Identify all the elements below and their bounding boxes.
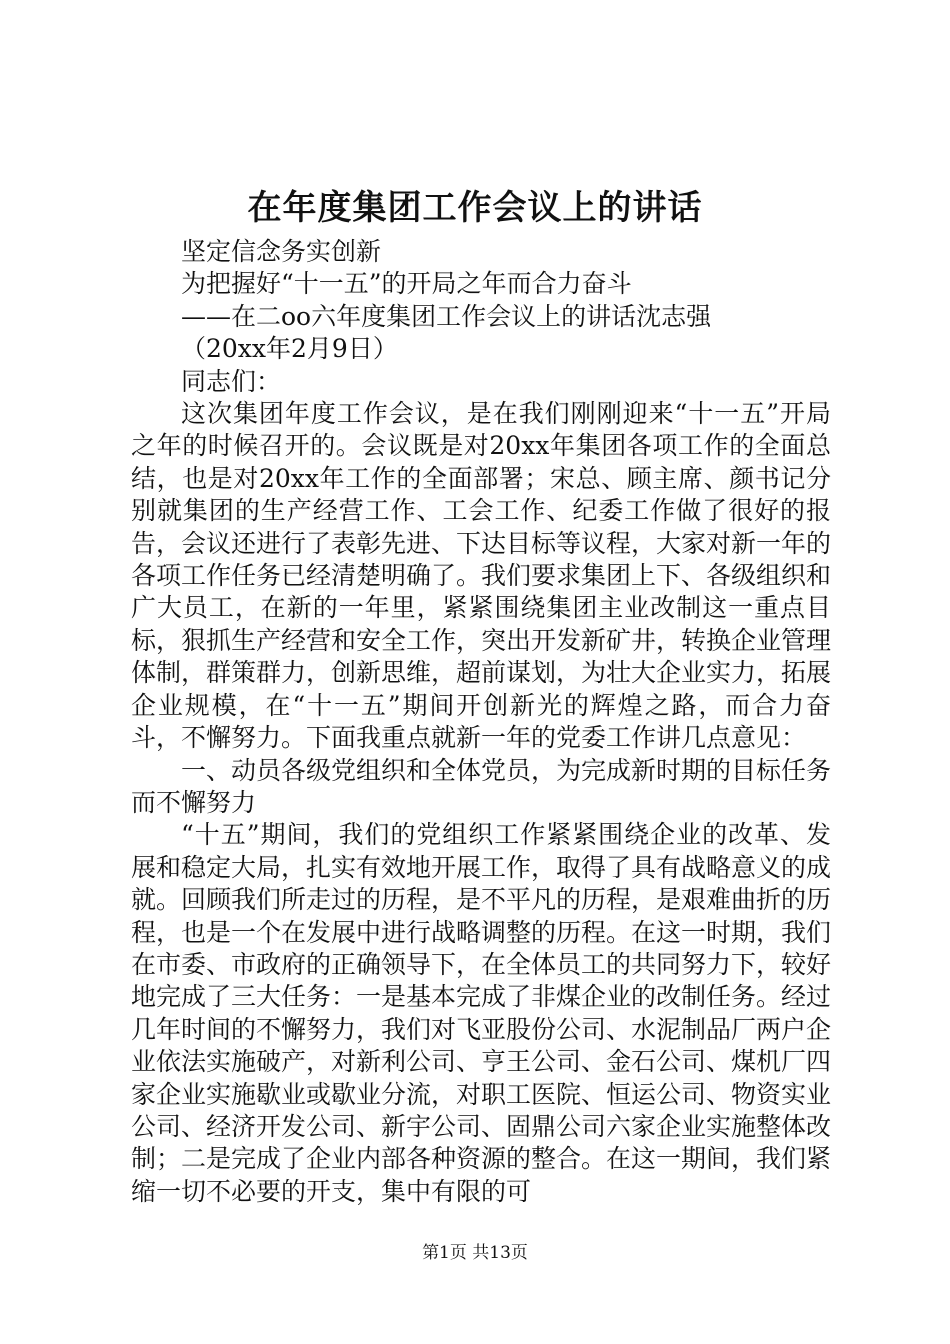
section-heading: 一、动员各级党组织和全体党员，为完成新时期的目标任务而不懈努力 [131,755,832,817]
page-footer: 第1页 共13页 [422,1243,528,1263]
document-body [131,236,831,1208]
speaker-line: ——在二oo六年度集团工作会议上的讲话沈志强 [181,301,712,331]
date-line: （20xx年2月9日） [181,334,398,364]
document-title: 在年度集团工作会议上的讲话 [247,188,703,228]
body-paragraph: 这次集团年度工作会议，是在我们刚刚迎来“十一五”开局之年的时候召开的。会议既是对20xx年集团各项工作的全面总结，也是对20xx年工作的全面部署；宋总、顾主席、颜书记分别就集团的生产经营工作、工会工作、纪委工作做了很好的报告，会议还进行了表彰先进、下达目标等议程，大家对新一年的各项工作任务已经清楚明确了。我们要求集团上下、各级组织和广大员工，在新的一年里，紧紧围绕集团主业改制这一重点目标，狠抓生产经营和安全工作，突出开发新矿井，转换企业管理体制，群策群力，创新思维，超前谋划，为壮大企业实力，拓展企业规模，在“十一五”期间开创新光的辉煌之路，而合力奋斗，不懈努力。下面我重点就新一年的党委工作讲几点意见： [131,399,832,753]
body-paragraph: “十五”期间，我们的党组织工作紧紧围绕企业的改革、发展和稳定大局，扎实有效地开展工作，取得了具有战略意义的成就。回顾我们所走过的历程，是不平凡的历程，是艰难曲折的历程，也是一个在发展中进行战略调整的历程。在这一时期，我们在市委、市政府的正确领导下，在全体员工的共同努力下，较好地完成了三大任务：一是基本完成了非煤企业的改制任务。经过几年时间的不懈努力，我们对飞亚股份公司、水泥制品厂两户企业依法实施破产，对新利公司、亨王公司、金石公司、煤机厂四家企业实施歇业或歇业分流，对职工医院、恒运公司、物资实业公司、经济开发公司、新宇公司、固鼎公司六家企业实施整体改制；二是完成了企业内部各种资源的整合。在这一期间，我们紧缩一切不必要的开支，集中有限的可 [131,820,832,1206]
salutation: 同志们： [181,366,282,396]
subtitle-line: 坚定信念务实创新 [181,237,382,266]
subtitle-line: 为把握好“十一五”的开局之年而合力奋斗 [181,269,632,299]
